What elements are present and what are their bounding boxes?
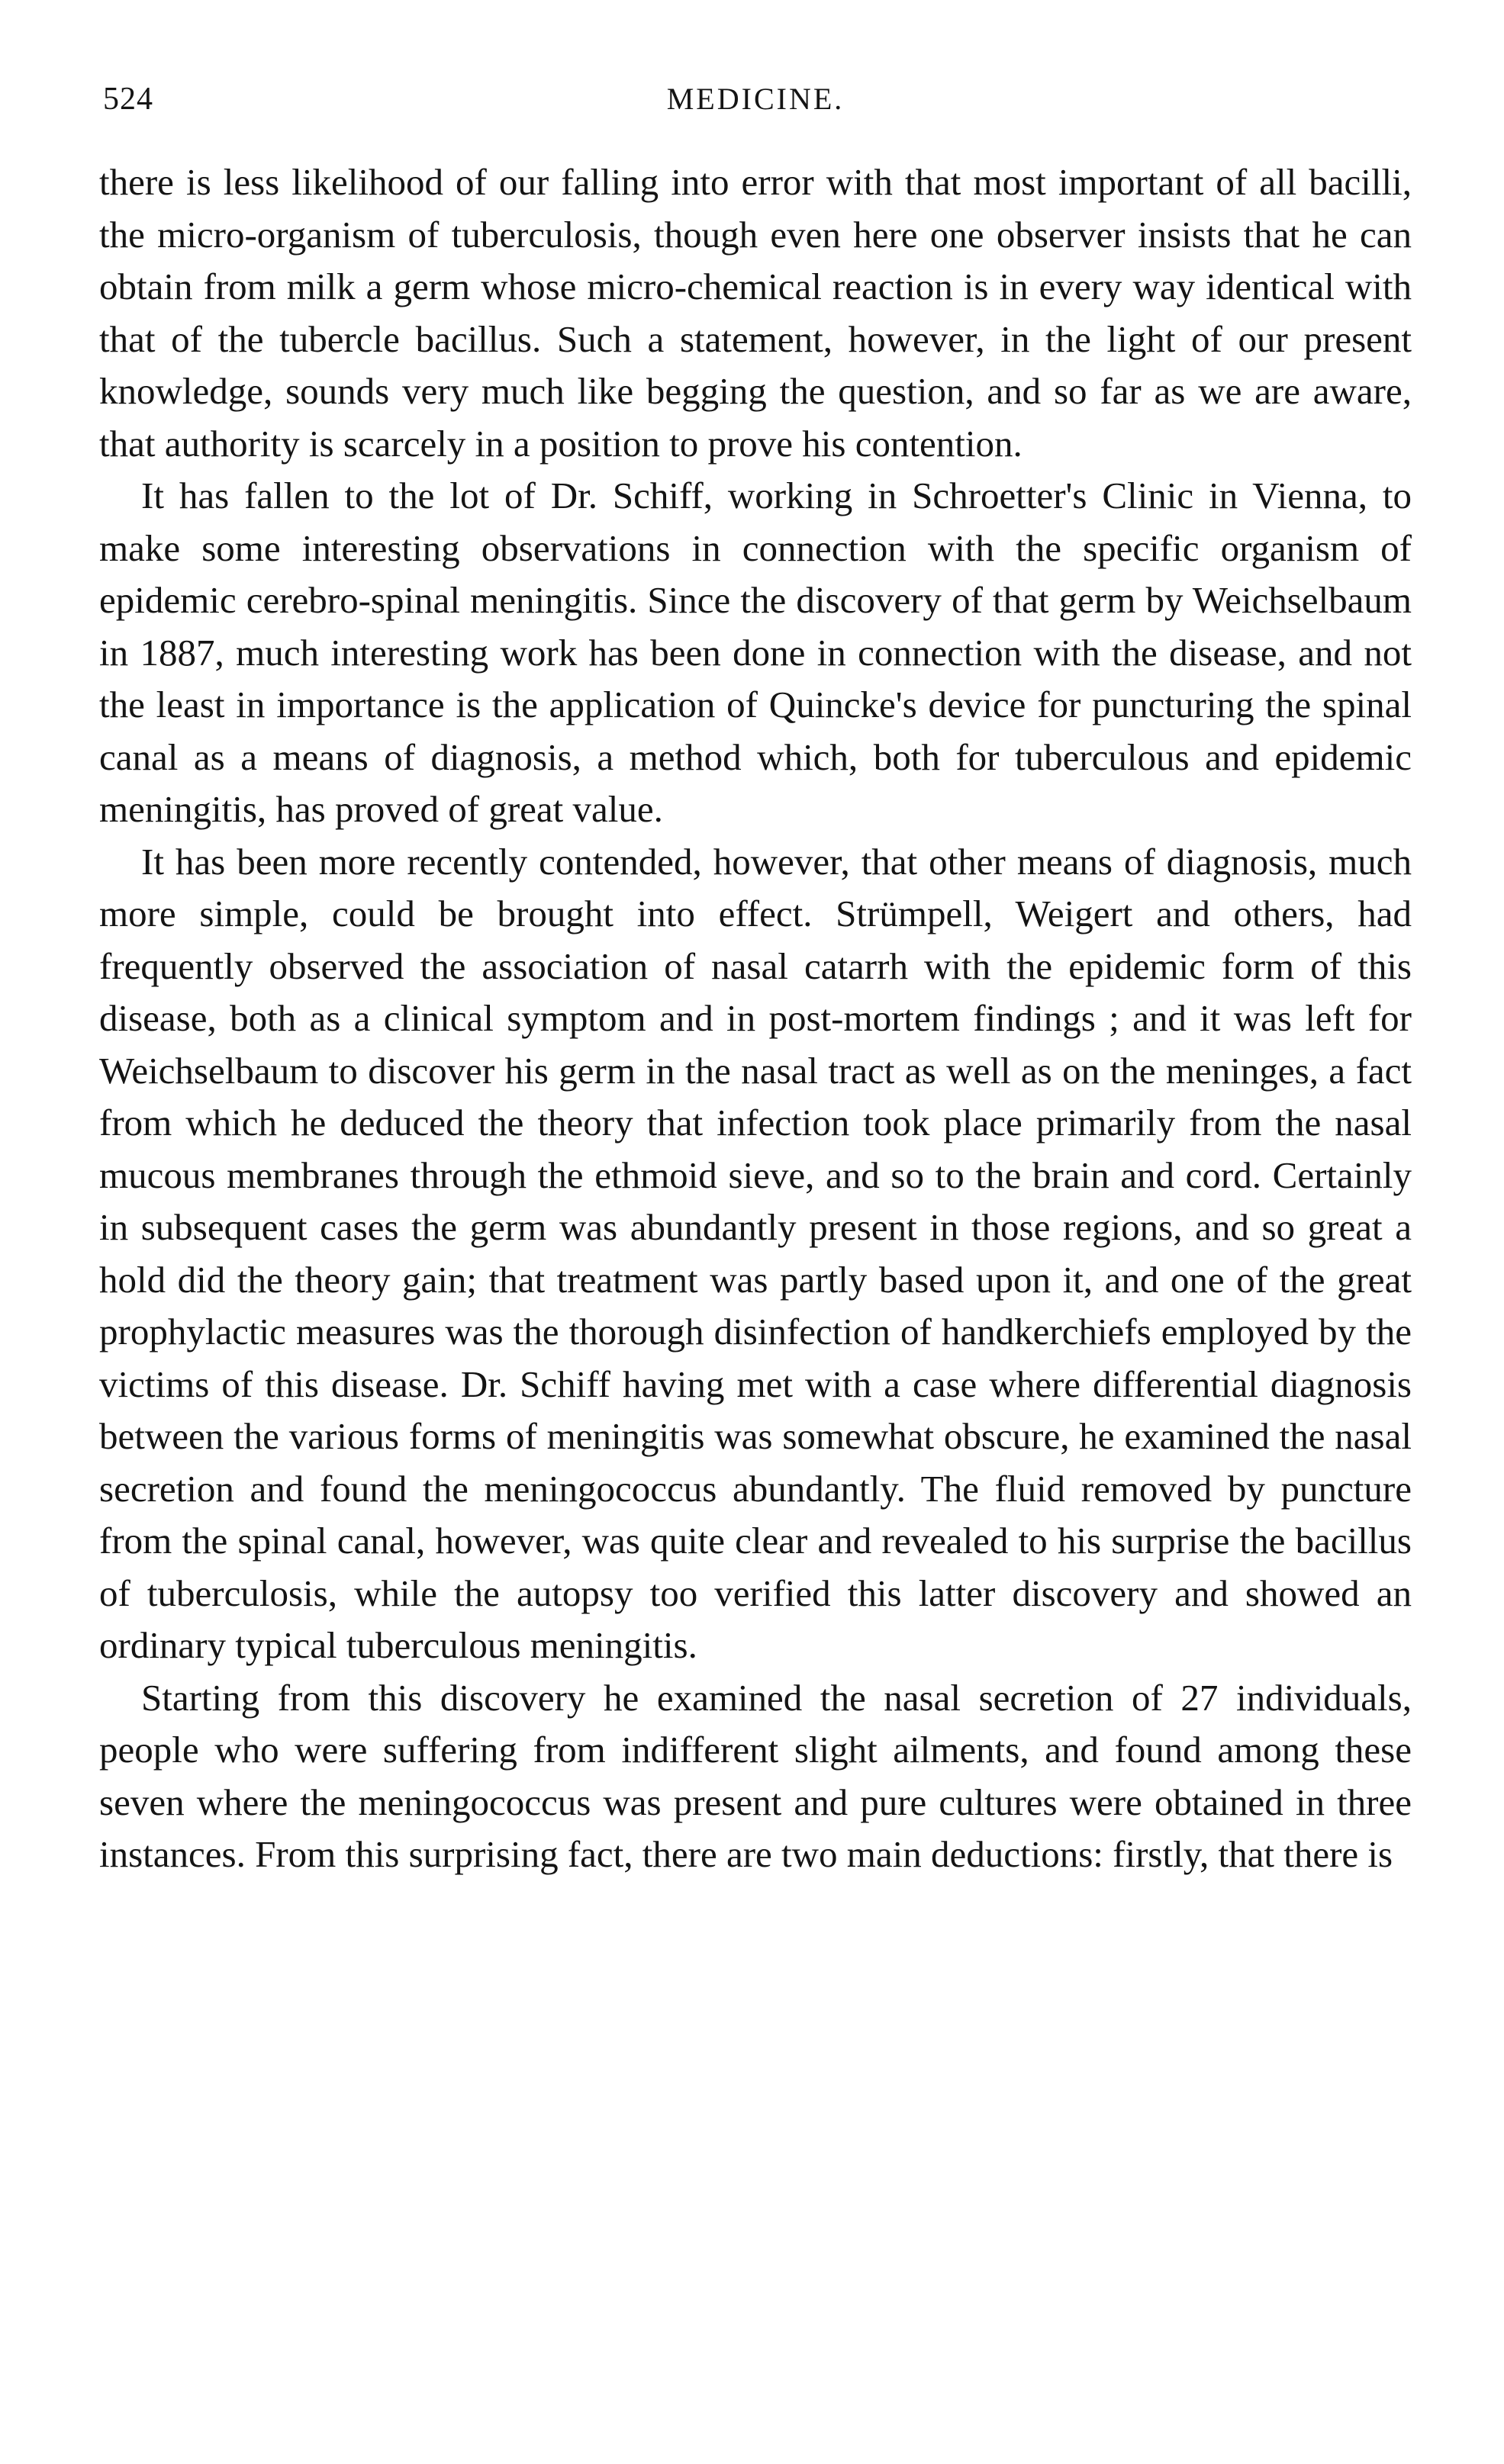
page-number: 524 — [103, 82, 153, 117]
paragraph-nasal-diagnosis: It has been more recently contended, however, that other means of diagnosis, much more simple, could be brought into effect. Strümpell, Weigert and others, had frequently observed the association of nasal catarrh with the epidemic form of this disease, both as a clinical symptom and in post-mortem findings ; and it was left for Weichselbaum to discover his germ in the nasal tract as well as on the meninges, a fact from which he deduced the theory that infection took place primarily from the nasal mucous membranes through the ethmoid sieve, and so to the brain and cord. Certainly in subsequent cases the germ was abundantly present in those regions, and so great a hold did the theory gain; that treatment was partly based upon it, and one of the great prophylactic measures was the thorough disinfection of handkerchiefs employed by the victims of this disease. Dr. Schiff having met with a case where differential diagnosis between the various forms of meningitis was somewhat obscure, he examined the nasal secretion and found the meningococcus abundantly. The fluid removed by puncture from the spinal canal, however, was quite clear and revealed to his surprise the bacillus of tuberculosis, while the autopsy too verified this latter discovery and showed an ordinary typical tuberculous meningitis. — [99, 840, 1412, 1666]
paragraph-nasal-secretion-study: Starting from this discovery he examined the nasal secretion of 27 individuals, people who were suffering from indifferent slight ailments, and found among these seven where the meningococcus was present and pure cultures were obtained in three instances. From this surprising fact, there are two main deductions: firstly, that there is — [99, 1676, 1412, 1875]
paragraph-schiff-observations: It has fallen to the lot of Dr. Schiff, working in Schroetter's Clinic in Vienna, to make some interesting observations in connection with the specific organism of epidemic cerebro-spinal meningitis. Since the discovery of that germ by Weichselbaum in 1887, much interesting work has been done in connection with the disease, and not the least in importance is the application of Quincke's device for puncturing the spinal canal as a means of diagnosis, a method which, both for tuberculous and epidemic meningitis, has proved of great value. — [99, 474, 1412, 830]
book-page — [99, 72, 1412, 1881]
body-text — [99, 156, 1412, 1881]
running-head — [99, 72, 1412, 126]
section-title: MEDICINE. — [666, 82, 845, 116]
paragraph-continuation: there is less likelihood of our falling into error with that most important of all bacilli, the micro-organism of tuberculosis, though even here one observer insists that he can obtain from milk a germ whose micro-chemical reaction is in every way identical with that of the tubercle bacillus. Such a statement, however, in the light of our present knowledge, sounds very much like begging the question, and so far as we are aware, that authority is scarcely in a position to prove his contention. — [99, 161, 1412, 465]
